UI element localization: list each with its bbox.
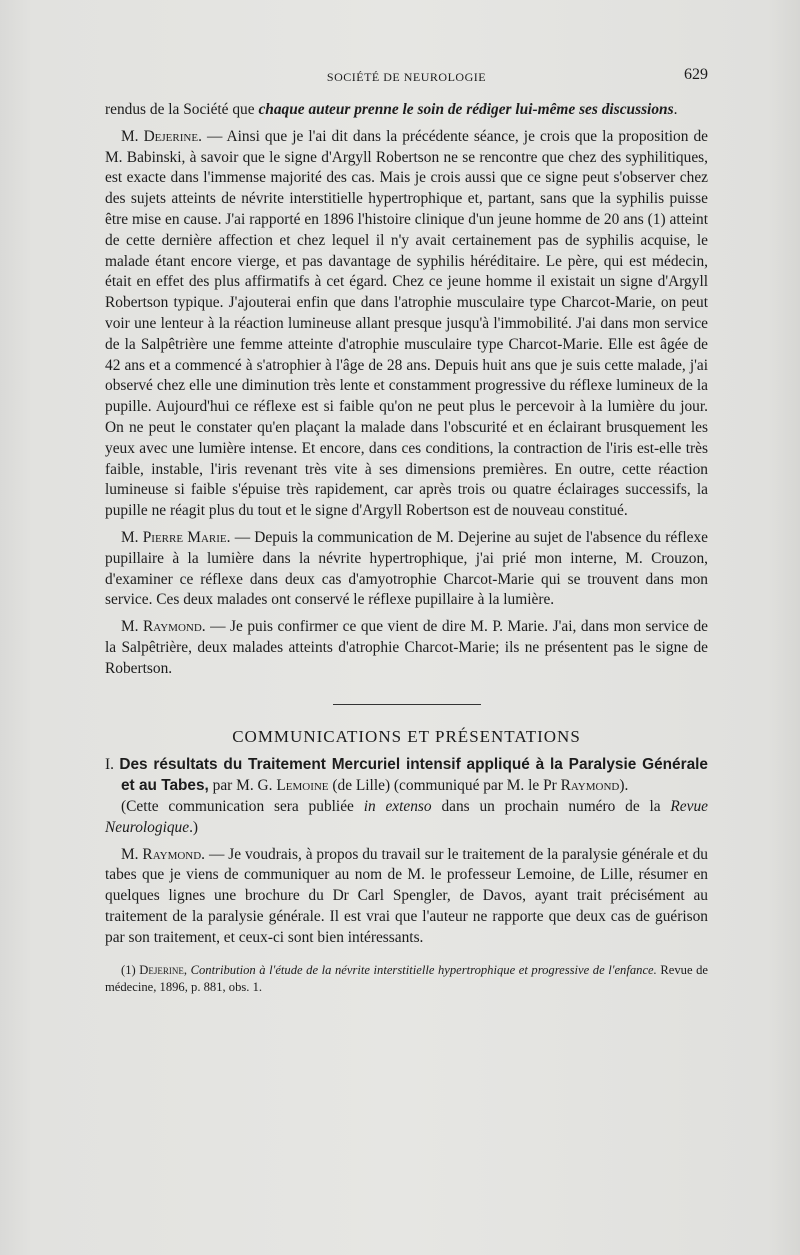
paragraph-continued: [105, 100, 708, 121]
footnote: [105, 962, 708, 996]
section-title: COMMUNICATIONS ET PRÉSENTATIONS: [232, 726, 581, 746]
footnote-reference: Revue de médecine, 1896, p. 881, obs. 1.: [105, 963, 708, 995]
text-run: rendus de la Société que: [105, 101, 259, 118]
paragraph-text: — Je voudrais, à propos du travail sur le traitement de la paralysie générale et du tabes que je viens de communiquer au nom de M. le professeur Lemoine, de Lille, résumer en quelques lignes une brochure du Dr Carl Spengler, de Davos, ayant trait précisément au traitement de la paralysie générale. Il est vrai que l'auteur ne rapporte que deux cas de guérison par son traitement, et ceux-ci sont bien intéressants.: [105, 845, 708, 946]
paragraph-text: — Ainsi que je l'ai dit dans la précédente séance, je crois que la proposition de M. Babinski, à savoir que le signe d'Argyll Robertson ne se rencontre que chez des syphilitiques, est exacte dans l'immense majorité des cas. Mais je crois aussi que ce signe peut s'observer chez des sujets atteints de névrite interstitielle hypertrophique et, partant, sans que la syphilis puisse être mise en cause. J'ai rapporté en 1896 l'histoire clinique d'un jeune homme de 20 ans (1) atteint de cette dernière affection et chez lequel il n'y avait certainement pas de syphilis acquise, le malade étant encore vierge, et pas davantage de syphilis héréditaire. Le père, qui est médecin, était en effet des plus affirmatifs à cet égard. Chez ce jeune homme il existait un signe d'Argyll Robertson typique. J'ajouterai enfin que dans l'atrophie musculaire type Charcot-Marie, on peut voir une lenteur à la réaction lumineuse allant presque jusqu'à l'immobilité. J'ai dans mon service de la Salpêtrière une femme atteinte d'atrophie musculaire type Charcot-Marie. Elle est âgée de 42 ans et a commencé à s'atrophier à l'âge de 28 ans. Depuis huit ans que je suis cette malade, j'ai observé chez elle une diminution très lente et constamment progressive du réflexe lumineux de la pupille. Aujourd'hui ce réflexe est si faible qu'on ne peut plus le percevoir à la lumière du jour. On ne peut le constater qu'en plaçant la malade dans l'obscurité et en éclairant brusquement les yeux avec une lumière intense. Et encore, dans ces conditions, la contraction de l'iris est-elle très faible, instable, l'iris revenant très vite à ses dimensions premières. En outre, cette réaction lumineuse si faible s'épuise très rapidement, car après trois ou quatre éclairages successifs, la pupille ne réagit plus du tout et le signe d'Argyll Robertson est de nouveau constitué.: [105, 127, 708, 520]
emphasis-text: in extenso: [363, 797, 432, 815]
footnote-title: Contribution à l'étude de la névrite interstitielle hypertrophique et progressive de l'enfance.: [187, 963, 657, 978]
publication-note: [105, 797, 708, 839]
speaker-name: M. Dejerine.: [121, 127, 202, 145]
speaker-name: M. Pierre Marie.: [121, 528, 231, 546]
text-run: (de Lille) (communiqué par M. le Pr: [328, 777, 561, 795]
text-run: dans un prochain numéro de la: [431, 797, 671, 815]
paragraph-pierre-marie: [105, 528, 708, 611]
text-run: ).: [619, 777, 629, 795]
presenter-name: Raymond: [560, 777, 620, 795]
footnote-text: [105, 962, 708, 996]
item-number: I.: [105, 756, 120, 774]
communication-item: [105, 755, 708, 797]
paragraph-raymond-2: [105, 845, 708, 949]
speaker-name: M. Raymond.: [121, 618, 206, 636]
text-run: .): [189, 818, 199, 836]
text-run: .: [673, 101, 678, 118]
running-head: SOCIÉTÉ DE NEUROLOGIE: [326, 70, 487, 84]
emphasis-text: chaque auteur prenne le soin de rédiger lui-même ses discussions: [258, 101, 674, 118]
text-run: (Cette communication sera publiée: [121, 797, 364, 815]
paragraph-raymond: [105, 617, 708, 679]
section-divider: [333, 704, 481, 705]
author-name: Lemoine: [276, 777, 329, 795]
page-body: [105, 100, 708, 996]
footnote-mark: (1): [121, 963, 140, 978]
text-run: par M. G.: [208, 777, 277, 795]
paragraph-dejerine: [105, 127, 708, 522]
item-title: Des résultats du Traitement Mercuriel intensif appliqué à la Paralysie Générale et au Tabes,: [119, 756, 708, 795]
page-header: [105, 66, 708, 90]
paragraph-text: — Depuis la communication de M. Dejerine au sujet de l'absence du réflexe pupillaire à la lumière dans la névrite hypertrophique, j'ai prié mon interne, M. Crouzon, d'examiner ce réflexe dans deux cas d'amyotrophie Charcot-Marie qui se trouvent dans mon service. Ces deux malades ont conservé le réflexe pupillaire à la lumière.: [105, 528, 708, 609]
footnote-author: Dejerine,: [139, 963, 188, 978]
speaker-name: M. Raymond.: [121, 845, 206, 863]
journal-name: Revue Neurologique: [105, 797, 708, 836]
paragraph-text: — Je puis confirmer ce que vient de dire M. P. Marie. J'ai, dans mon service de la Salpêtrière, deux malades atteints d'atrophie Charcot-Marie; ils ne présentent pas le signe de Robertson.: [105, 618, 708, 677]
page-number: 629: [684, 66, 708, 83]
